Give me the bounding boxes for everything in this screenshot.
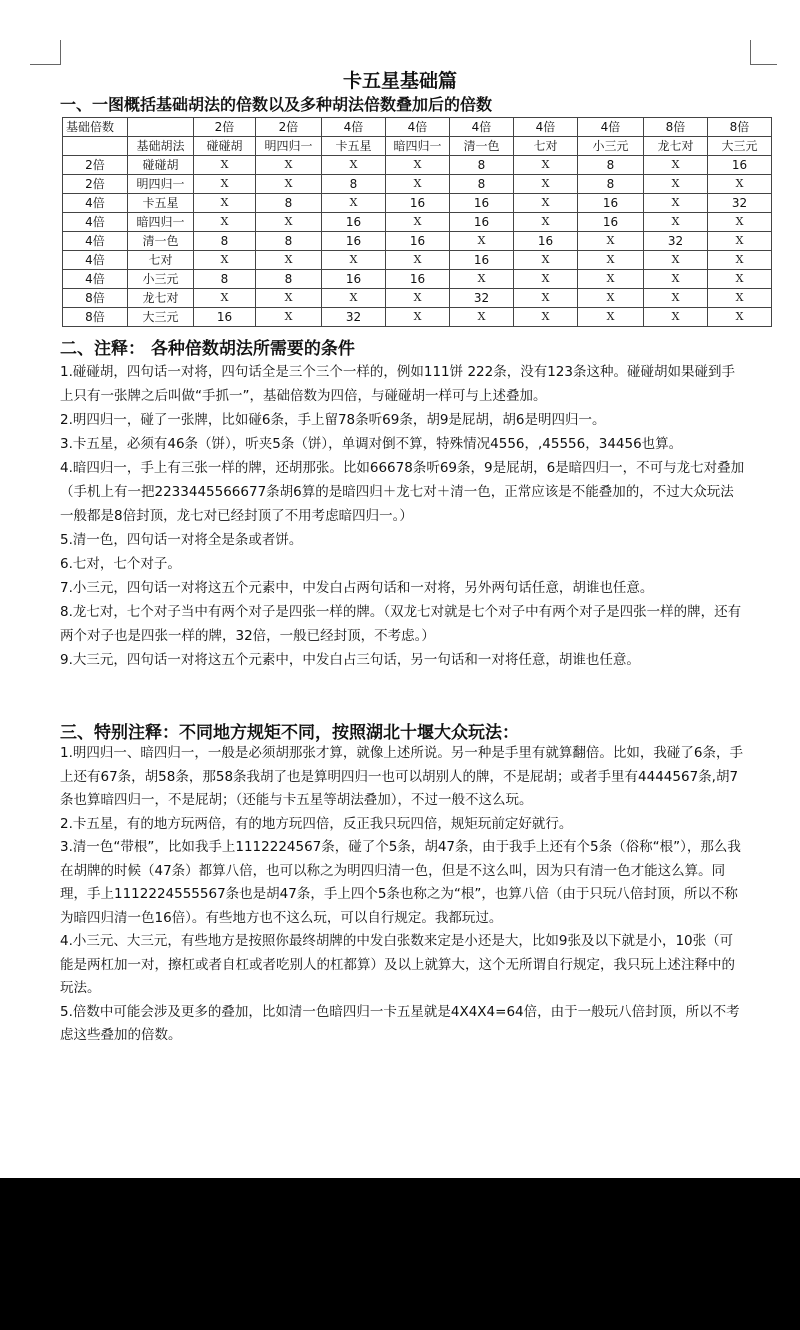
- table-corner-top: 基础倍数: [63, 118, 128, 137]
- table-cell: X: [644, 194, 708, 213]
- table-cell: 32: [644, 232, 708, 251]
- row-name: 暗四归一: [128, 213, 194, 232]
- table-cell: X: [644, 175, 708, 194]
- table-cell: X: [194, 213, 256, 232]
- section-3-heading: 三、特别注释：不同地方规矩不同，按照湖北十堰大众玩法：: [60, 723, 519, 743]
- table-cell: 16: [450, 213, 514, 232]
- table-cell: X: [256, 175, 322, 194]
- table-cell: X: [386, 289, 450, 308]
- crop-mark-left: [30, 40, 61, 65]
- note-paragraph: 1.碰碰胡，四句话一对将，四句话全是三个三个一样的，例如111饼 222条，没有123条这种。碰碰胡如果碰到手上只有一张牌之后叫做“手抓一”，基础倍数为四倍，与碰碰胡一样可与上述叠加。: [60, 364, 735, 404]
- note-paragraph: 1.明四归一、暗四归一，一般是必须胡那张才算，就像上述所说。另一种是手里有就算翻倍。比如，我碰了6条，手上还有67条，胡58条，那58条我胡了也是算明四归一也可以胡别人的牌，不是屁胡；或者手里有4444567条,胡7条也算暗四归一，不是屁胡；（还能与卡五星等胡法叠加），不过一般不这么玩。: [60, 745, 743, 808]
- column-name: 小三元: [578, 137, 644, 156]
- column-multiplier: 4倍: [386, 118, 450, 137]
- column-name: 龙七对: [644, 137, 708, 156]
- column-multiplier: 4倍: [450, 118, 514, 137]
- table-cell: 8: [450, 175, 514, 194]
- row-name: 龙七对: [128, 289, 194, 308]
- row-multiplier: 2倍: [63, 156, 128, 175]
- column-name: 暗四归一: [386, 137, 450, 156]
- row-multiplier: 4倍: [63, 270, 128, 289]
- row-name: 明四归一: [128, 175, 194, 194]
- column-multiplier: 8倍: [708, 118, 772, 137]
- table-cell: X: [514, 289, 578, 308]
- note-paragraph: 3.卡五星，必须有46条（饼），听夹5条（饼），单调对倒不算，特殊情况4556，,45556，34456也算。: [60, 436, 683, 452]
- table-cell: 16: [578, 213, 644, 232]
- column-multiplier: 2倍: [194, 118, 256, 137]
- table-cell: X: [708, 308, 772, 327]
- table-row: [63, 194, 772, 213]
- crop-mark-right: [750, 40, 777, 65]
- table-cell: 16: [386, 194, 450, 213]
- table-cell: 16: [322, 213, 386, 232]
- note-paragraph: 4.小三元、大三元，有些地方是按照你最终胡牌的中发白张数来定是小还是大，比如9张及以下就是小，10张（可能是两杠加一对，擦杠或者自杠或者吃别人的杠都算）及以上就算大，这个无所谓自行规定，我只玩上述注释中的玩法。: [60, 933, 735, 996]
- column-multiplier: 4倍: [578, 118, 644, 137]
- table-cell: X: [578, 232, 644, 251]
- note-paragraph: 5.清一色，四句话一对将全是条或者饼。: [60, 532, 303, 548]
- row-multiplier: 4倍: [63, 194, 128, 213]
- table-cell: X: [256, 308, 322, 327]
- table-cell: X: [322, 251, 386, 270]
- table-cell: 32: [708, 194, 772, 213]
- table-cell: X: [386, 156, 450, 175]
- table-cell: X: [450, 270, 514, 289]
- table-cell: X: [644, 156, 708, 175]
- row-multiplier: 8倍: [63, 289, 128, 308]
- table-cell: X: [450, 232, 514, 251]
- table-cell: X: [256, 213, 322, 232]
- table-row: [63, 308, 772, 327]
- note-paragraph: 9.大三元，四句话一对将这五个元素中，中发白占三句话，另一句话和一对将任意，胡谁也任意。: [60, 652, 640, 668]
- table-cell: X: [322, 289, 386, 308]
- table-header-multiplier-row: [63, 118, 772, 137]
- table-header-blank: [63, 137, 128, 156]
- table-cell: X: [386, 251, 450, 270]
- table-cell: 8: [450, 156, 514, 175]
- note-paragraph: 2.明四归一，碰了一张牌，比如碰6条，手上留78条听69条，胡9是屁胡，胡6是明四归一。: [60, 412, 606, 428]
- table-row: [63, 213, 772, 232]
- table-cell: X: [708, 232, 772, 251]
- table-cell: 8: [256, 270, 322, 289]
- table-cell: 16: [386, 232, 450, 251]
- table-cell: X: [708, 175, 772, 194]
- table-row: [63, 251, 772, 270]
- table-cell: X: [514, 308, 578, 327]
- table-row: [63, 289, 772, 308]
- table-cell: X: [644, 308, 708, 327]
- table-cell: X: [578, 308, 644, 327]
- table-cell: X: [578, 289, 644, 308]
- table-cell: X: [514, 156, 578, 175]
- table-cell: X: [256, 289, 322, 308]
- note-paragraph: 3.清一色“带根”，比如我手上1112224567条，碰了个5条，胡47条，由于我手上还有个5条（俗称“根”），那么我在胡牌的时候（47条）都算八倍，也可以称之为明四归清一色，但是不这么叫，因为只有清一色才能这么算。同理，手上1112224555567条也是胡47条，手上四个5条也称之为“根”，也算八倍（由于只玩八倍封顶，所以不称为暗四归清一色16倍）。有些地方也不这么玩，可以自行规定。我都玩过。: [60, 839, 741, 926]
- section-1-heading: 一、一图概括基础胡法的倍数以及多种胡法倍数叠加后的倍数: [60, 95, 493, 114]
- table-cell: 16: [194, 308, 256, 327]
- table-row: [63, 175, 772, 194]
- column-multiplier: 8倍: [644, 118, 708, 137]
- table-cell: 8: [256, 194, 322, 213]
- table-cell: X: [708, 289, 772, 308]
- table-cell: 8: [578, 156, 644, 175]
- table-cell: X: [386, 308, 450, 327]
- table-cell: X: [256, 251, 322, 270]
- note-paragraph: 7.小三元，四句话一对将这五个元素中，中发白占两句话和一对将，另外两句话任意，胡谁也任意。: [60, 580, 654, 596]
- note-paragraph: 5.倍数中可能会涉及更多的叠加，比如清一色暗四归一卡五星就是4X4X4=64倍，由于一般玩八倍封顶，所以不考虑这些叠加的倍数。: [60, 1003, 740, 1043]
- row-name: 碰碰胡: [128, 156, 194, 175]
- table-cell: X: [644, 270, 708, 289]
- table-cell: 16: [322, 232, 386, 251]
- row-multiplier: 4倍: [63, 213, 128, 232]
- column-name: 大三元: [708, 137, 772, 156]
- table-cell: 16: [514, 232, 578, 251]
- table-corner-bottom: 基础胡法: [128, 137, 194, 156]
- table-cell: X: [578, 270, 644, 289]
- table-cell: X: [514, 175, 578, 194]
- note-paragraph: 4.暗四归一，手上有三张一样的牌，还胡那张。比如66678条听69条，9是屁胡，6是暗四归一，不可与龙七对叠加（手机上有一把2233445566677条胡6算的是暗四归＋龙七对＋清一色，正常应该是不能叠加的，不过大众玩法一般都是8倍封顶，龙七对已经封顶了不用考虑暗四归一。）: [60, 460, 745, 524]
- table-cell: X: [322, 156, 386, 175]
- row-multiplier: 4倍: [63, 232, 128, 251]
- row-name: 七对: [128, 251, 194, 270]
- table-cell: X: [514, 270, 578, 289]
- table-cell: X: [386, 213, 450, 232]
- column-name: 清一色: [450, 137, 514, 156]
- screen-bottom-black-bar: [0, 1178, 800, 1330]
- note-paragraph: 8.龙七对，七个对子当中有两个对子是四张一样的牌。（双龙七对就是七个对子中有两个对子是四张一样的牌，还有两个对子也是四张一样的牌，32倍，一般已经封顶，不考虑。）: [60, 604, 742, 644]
- table-cell: X: [194, 194, 256, 213]
- table-body: [63, 118, 772, 327]
- table-cell: X: [194, 251, 256, 270]
- table-cell: 16: [578, 194, 644, 213]
- row-multiplier: 4倍: [63, 251, 128, 270]
- table-cell: X: [708, 270, 772, 289]
- table-cell: X: [578, 251, 644, 270]
- row-name: 小三元: [128, 270, 194, 289]
- multiplier-table: [62, 117, 772, 327]
- section-3-notes: [60, 742, 745, 1048]
- table-cell: X: [322, 194, 386, 213]
- table-row: [63, 270, 772, 289]
- row-name: 大三元: [128, 308, 194, 327]
- table-header-blank: [128, 118, 194, 137]
- column-multiplier: 4倍: [514, 118, 578, 137]
- table-cell: 8: [194, 270, 256, 289]
- table-cell: X: [708, 251, 772, 270]
- column-name: 明四归一: [256, 137, 322, 156]
- document-title: 卡五星基础篇: [342, 70, 457, 92]
- table-cell: 8: [194, 232, 256, 251]
- table-cell: X: [644, 289, 708, 308]
- table-row: [63, 156, 772, 175]
- table-cell: 16: [450, 251, 514, 270]
- note-paragraph: 6.七对，七个对子。: [60, 556, 181, 572]
- table-cell: X: [450, 308, 514, 327]
- table-cell: X: [514, 213, 578, 232]
- table-cell: X: [644, 213, 708, 232]
- table-cell: 8: [578, 175, 644, 194]
- row-name: 清一色: [128, 232, 194, 251]
- table-cell: X: [386, 175, 450, 194]
- table-cell: X: [644, 251, 708, 270]
- table-cell: 8: [256, 232, 322, 251]
- column-multiplier: 4倍: [322, 118, 386, 137]
- note-paragraph: 2.卡五星，有的地方玩两倍，有的地方玩四倍，反正我只玩四倍，规矩玩前定好就行。: [60, 815, 573, 832]
- table-cell: X: [514, 194, 578, 213]
- table-cell: 16: [450, 194, 514, 213]
- table-cell: 16: [322, 270, 386, 289]
- column-name: 卡五星: [322, 137, 386, 156]
- column-name: 碰碰胡: [194, 137, 256, 156]
- section-2-notes: [60, 360, 745, 672]
- table-cell: 32: [322, 308, 386, 327]
- section-2-heading: 二、注释： 各种倍数胡法所需要的条件: [60, 339, 355, 359]
- table-cell: 8: [322, 175, 386, 194]
- column-multiplier: 2倍: [256, 118, 322, 137]
- table-cell: 32: [450, 289, 514, 308]
- row-multiplier: 2倍: [63, 175, 128, 194]
- table-cell: X: [514, 251, 578, 270]
- table-row: [63, 232, 772, 251]
- row-name: 卡五星: [128, 194, 194, 213]
- table-cell: X: [194, 289, 256, 308]
- table-cell: X: [256, 156, 322, 175]
- table-cell: 16: [708, 156, 772, 175]
- table-header-name-row: [63, 137, 772, 156]
- table-cell: X: [194, 175, 256, 194]
- row-multiplier: 8倍: [63, 308, 128, 327]
- column-name: 七对: [514, 137, 578, 156]
- table-cell: X: [708, 213, 772, 232]
- table-cell: X: [194, 156, 256, 175]
- table-cell: 16: [386, 270, 450, 289]
